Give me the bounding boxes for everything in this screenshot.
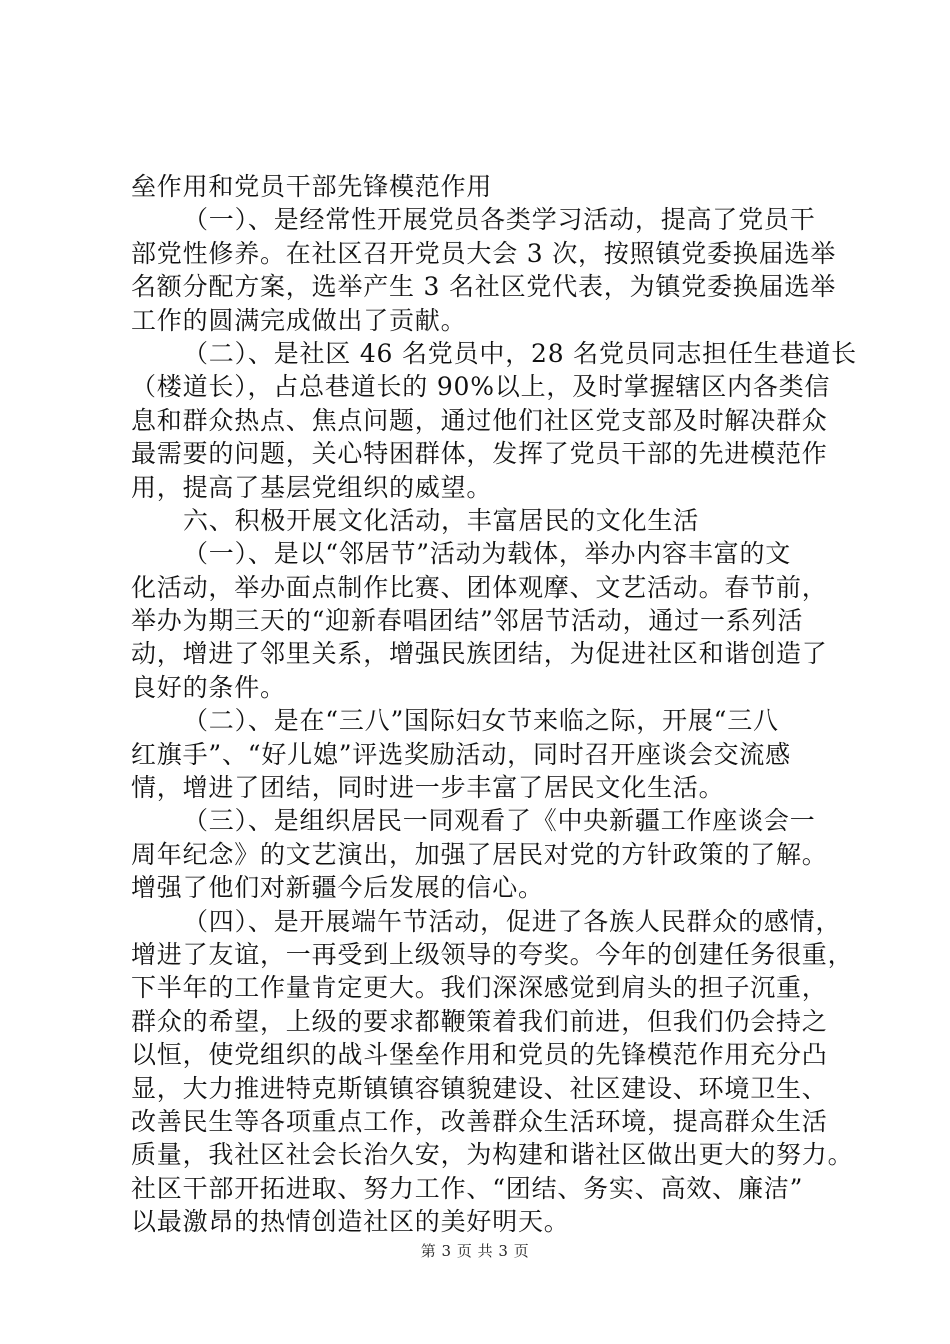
body-text [131,170,857,1239]
text-line: 周年纪念》的文艺演出，加强了居民对党的方针政策的了解。 [131,839,828,869]
text-line: 情，增进了团结，同时进一步丰富了居民文化生活。 [131,773,725,803]
text-line: 下半年的工作量肯定更大。我们深深感觉到肩头的担子沉重， [131,973,828,1003]
text-line: 质量，我社区社会长治久安，为构建和谐社区做出更大的努力。 [131,1140,854,1170]
text-line: 垒作用和党员干部先锋模范作用 [131,172,493,201]
text-line: 最需要的问题，关心特困群体，发挥了党员干部的先进模范作 [131,439,828,469]
text-line: 工作的圆满完成做出了贡献。 [131,305,467,335]
text-line: 良好的条件。 [131,672,286,702]
text-line: （一）、是以“邻居节”活动为载体，举办内容丰富的文 [183,539,792,569]
text-line: 红旗手”、“好儿媳”评选奖励活动，同时召开座谈会交流感 [131,739,791,769]
text-line: 以恒，使党组织的战斗堡垒作用和党员的先锋模范作用充分凸 [131,1040,828,1070]
text-line: 增强了他们对新疆今后发展的信心。 [131,873,544,903]
text-line: 化活动，举办面点制作比赛、团体观摩、文艺活动。春节前， [131,572,828,602]
text-line: 举办为期三天的“迎新春唱团结”邻居节活动，通过一系列活 [131,606,804,636]
text-line: 息和群众热点、焦点问题，通过他们社区党支部及时解决群众 [131,405,828,435]
text-line: （四）、是开展端午节活动，促进了各族人民群众的感情， [183,906,842,936]
text-line: 动，增进了邻里关系，增强民族团结，为促进社区和谐创造了 [131,639,828,669]
text-line: 群众的希望，上级的要求都鞭策着我们前进，但我们仍会持之 [131,1006,828,1036]
text-line: （二）、是社区 46 名党员中，28 名党员同志担任生巷道长 [183,338,857,368]
text-line: 增进了友谊，一再受到上级领导的夸奖。今年的创建任务很重， [131,939,854,969]
text-line: （三）、是组织居民一同观看了《中央新疆工作座谈会一 [183,806,816,836]
text-line: 显，大力推进特克斯镇镇容镇貌建设、社区建设、环境卫生、 [131,1073,828,1103]
text-line: 用，提高了基层党组织的威望。 [131,472,493,502]
text-line: 部党性修养。在社区召开党员大会 3 次，按照镇党委换届选举 [131,238,837,268]
text-line: 名额分配方案，选举产生 3 名社区党代表，为镇党委换届选举 [131,272,837,302]
text-line: （二）、是在“三八”国际妇女节来临之际，开展“三八 [183,706,779,736]
text-line: 改善民生等各项重点工作，改善群众生活环境，提高群众生活 [131,1106,828,1136]
text-line: （楼道长），占总巷道长的 90%以上，及时掌握辖区内各类信 [131,372,831,402]
text-line: 以最激昂的热情创造社区的美好明天。 [131,1207,570,1237]
text-line: （一）、是经常性开展党员各类学习活动，提高了党员干 [183,205,816,235]
section-heading: 六、积极开展文化活动，丰富居民的文化生活 [183,505,700,535]
page-number-footer: 第 3 页 共 3 页 [420,1242,530,1260]
text-line: 社区干部开拓进取、努力工作、“团结、务实、高效、廉洁” [131,1173,804,1203]
